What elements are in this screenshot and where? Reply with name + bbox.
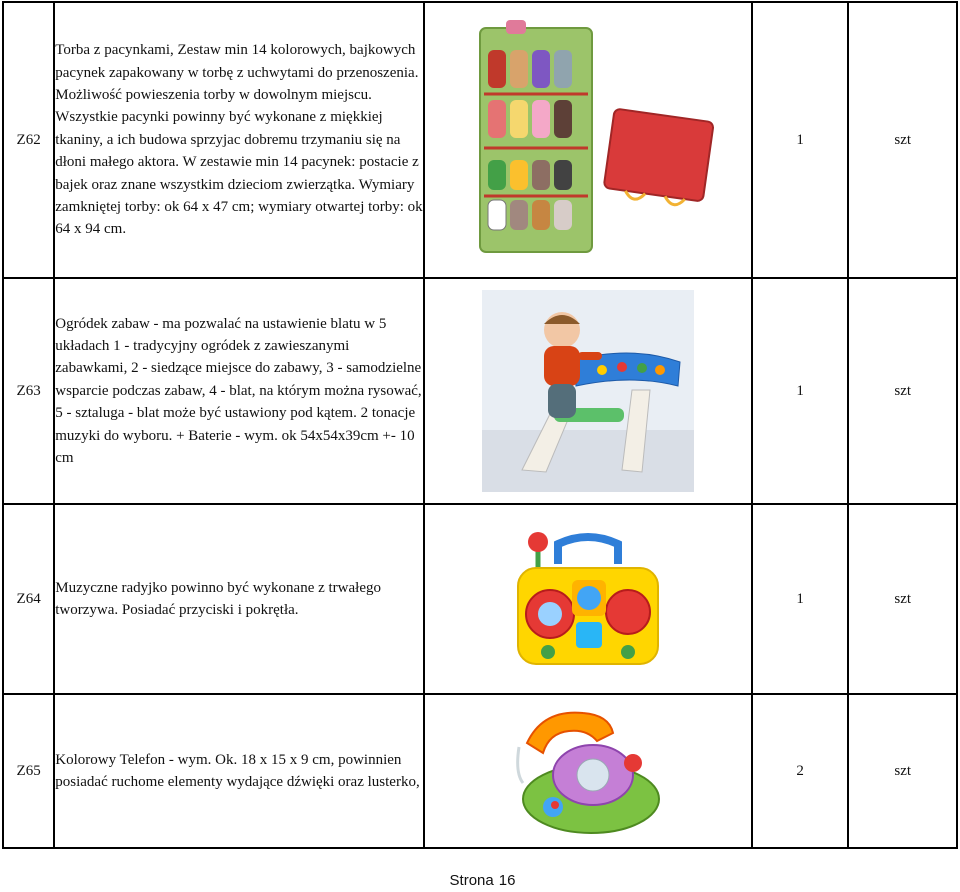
item-image — [424, 278, 752, 504]
table-row — [3, 694, 957, 848]
item-quantity: 1 — [752, 2, 849, 278]
table-row — [3, 504, 957, 694]
item-image — [424, 694, 752, 848]
specification-table — [2, 1, 958, 849]
toy-phone-image — [513, 703, 663, 839]
page-footer — [0, 872, 960, 889]
toy-radio-image — [508, 524, 668, 674]
item-image — [424, 2, 752, 278]
item-quantity: 1 — [752, 504, 849, 694]
page-label: Strona — [449, 872, 494, 889]
item-unit: szt — [848, 278, 957, 504]
item-code: Z64 — [3, 504, 54, 694]
item-code: Z63 — [3, 278, 54, 504]
item-description: Kolorowy Telefon - wym. Ok. 18 x 15 x 9 cm, powinnien posiadać ruchome elementy wydające dźwięki oraz lusterko, — [54, 694, 424, 848]
page-number: 16 — [498, 872, 516, 889]
table-row — [3, 278, 957, 504]
item-description: Muzyczne radyjko powinno być wykonane z trwałego tworzywa. Posiadać przyciski i pokrętła. — [54, 504, 424, 694]
table-row — [3, 2, 957, 278]
play-garden-image — [482, 290, 694, 492]
item-quantity: 2 — [752, 694, 849, 848]
item-unit: szt — [848, 504, 957, 694]
item-unit: szt — [848, 694, 957, 848]
puppet-bag-image — [458, 20, 718, 260]
item-code: Z62 — [3, 2, 54, 278]
item-description: Torba z pacynkami, Zestaw min 14 kolorowych, bajkowych pacynek zapakowany w torbę z uchwytami do przenoszenia. Możliwość powieszenia torby w dowolnym miejscu. Wszystkie pacynki powinny być wykonane z miękkiej tkaniny, a ich budowa sprzyjac dobremu trzymaniu się na dłoni małego aktora. W zestawie min 14 pacynek: postacie z bajek oraz znane wszystkim dzieciom zwierzątka. Wymiary zamkniętej torby: ok 64 x 47 cm; wymiary otwartej torby: ok 64 x 94 cm. — [54, 2, 424, 278]
item-unit: szt — [848, 2, 957, 278]
item-quantity: 1 — [752, 278, 849, 504]
item-image — [424, 504, 752, 694]
item-description: Ogródek zabaw - ma pozwalać na ustawienie blatu w 5 układach 1 - tradycyjny ogródek z zawieszanymi zabawkami, 2 - siedzące miejsce do zabawy, 3 - samodzielne wsparcie podczas zabaw, 4 - blat, na którym można rysować, 5 - sztaluga - blat może być ustawiony pod kątem. 2 tonacje muzyki do wyboru. + Baterie - wym. ok 54x54x39cm +- 10 cm — [54, 278, 424, 504]
item-code: Z65 — [3, 694, 54, 848]
